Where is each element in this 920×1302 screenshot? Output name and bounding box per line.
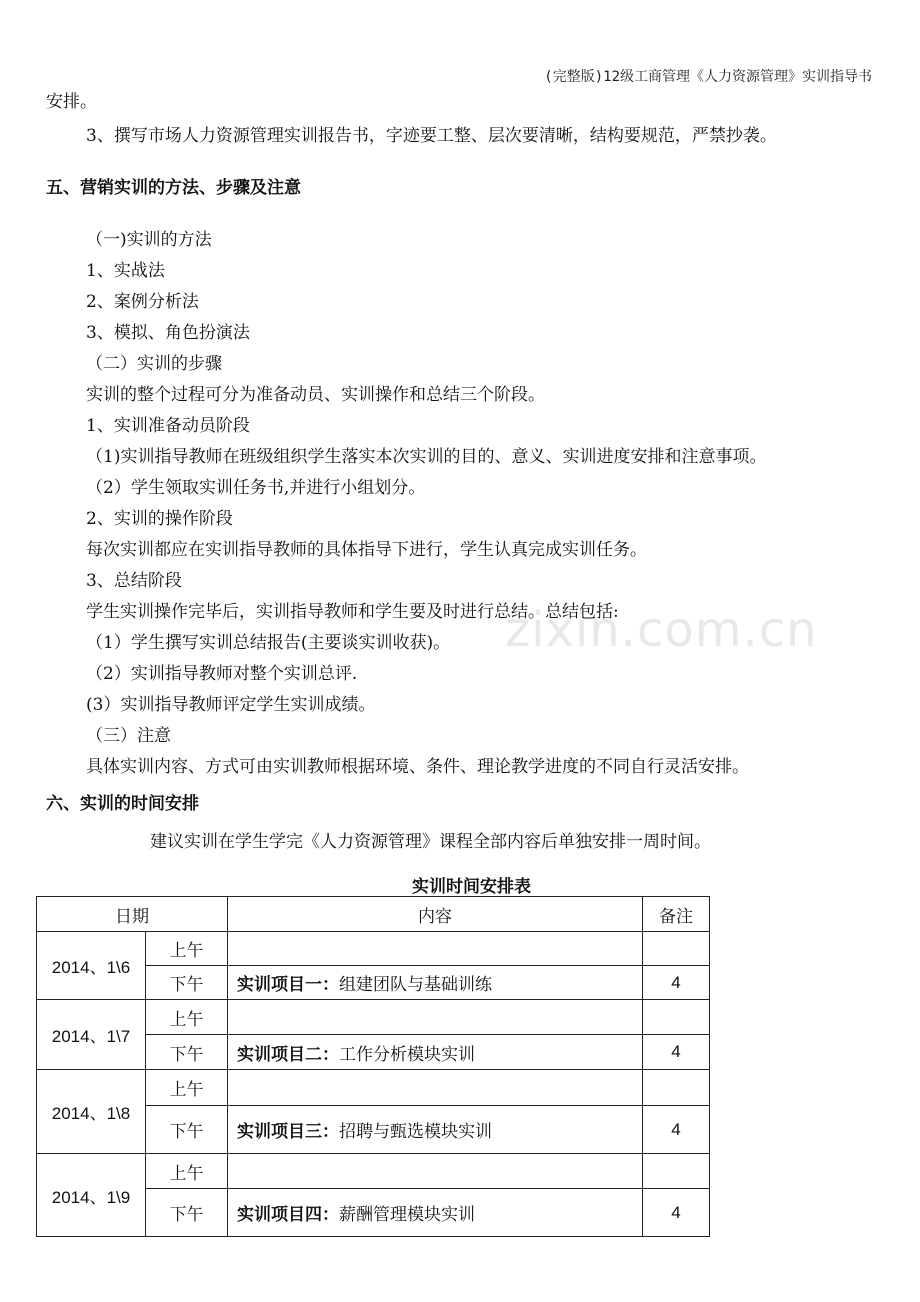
- note-cell: [643, 1000, 710, 1035]
- date-cell: 2014、1\6: [37, 932, 146, 1000]
- note-cell: [643, 1154, 710, 1189]
- period-cell: 上午: [146, 1000, 228, 1035]
- content-cell: [228, 1000, 643, 1035]
- text-line: 3、撰写市场人力资源管理实训报告书，字迹要工整、层次要清晰，结构要规范，严禁抄袭。: [86, 126, 777, 146]
- project-name: 组建团队与基础训练: [339, 975, 492, 995]
- step-item: （1)实训指导教师在班级组织学生落实本次实训的目的、意义、实训进度安排和注意事项。: [86, 447, 767, 467]
- step-heading: 3、总结阶段: [86, 571, 182, 591]
- text-line: 具体实训内容、方式可由实训教师根据环境、条件、理论教学进度的不同自行灵活安排。: [86, 757, 749, 777]
- text-line: 学生实训操作完毕后，实训指导教师和学生要及时进行总结。总结包括:: [86, 602, 619, 622]
- text-line: 每次实训都应在实训指导教师的具体指导下进行，学生认真完成实训任务。: [86, 540, 647, 560]
- step-heading: 2、实训的操作阶段: [86, 509, 233, 529]
- project-name: 薪酬管理模块实训: [339, 1205, 475, 1225]
- section-heading-6: 六、实训的时间安排: [46, 794, 199, 814]
- text-line: 建议实训在学生学完《人力资源管理》课程全部内容后单独安排一周时间。: [150, 832, 711, 852]
- note-cell: 4: [643, 1035, 710, 1070]
- step-item: （1）学生撰写实训总结报告(主要谈实训收获)。: [86, 633, 451, 653]
- step-item: （2）学生领取实训任务书,并进行小组划分。: [86, 478, 426, 498]
- content-cell: [228, 1189, 643, 1237]
- content-cell: [228, 966, 643, 1000]
- period-cell: 下午: [146, 1035, 228, 1070]
- project-label: 实训项目一：: [237, 975, 339, 995]
- period-cell: 下午: [146, 1189, 228, 1237]
- header-content: 内容: [228, 897, 643, 932]
- date-cell: 2014、1\9: [37, 1154, 146, 1237]
- text-line: 实训的整个过程可分为准备动员、实训操作和总结三个阶段。: [86, 385, 545, 405]
- table-header-row: [37, 897, 710, 932]
- date-cell: 2014、1\8: [37, 1070, 146, 1154]
- date-cell: 2014、1\7: [37, 1000, 146, 1070]
- project-label: 实训项目四：: [237, 1205, 339, 1225]
- project-name: 招聘与甄选模块实训: [339, 1122, 492, 1142]
- content-cell: [228, 932, 643, 966]
- subsection-heading: （三）注意: [86, 726, 171, 746]
- method-item: 1、实战法: [86, 261, 165, 281]
- note-cell: 4: [643, 1106, 710, 1154]
- section-heading-5: 五、营销实训的方法、步骤及注意: [46, 178, 301, 198]
- table-row: [37, 1070, 710, 1106]
- content-cell: [228, 1035, 643, 1070]
- schedule-table: [36, 896, 710, 1237]
- text-line: 安排。: [46, 92, 97, 112]
- table-title: 实训时间安排表: [412, 877, 531, 897]
- project-label: 实训项目三：: [237, 1122, 339, 1142]
- subsection-heading: （二）实训的步骤: [86, 354, 222, 374]
- content-cell: [228, 1106, 643, 1154]
- note-cell: 4: [643, 1189, 710, 1237]
- step-heading: 1、实训准备动员阶段: [86, 416, 250, 436]
- note-cell: 4: [643, 966, 710, 1000]
- content-cell: [228, 1154, 643, 1189]
- subsection-heading: （一)实训的方法: [86, 230, 212, 250]
- note-cell: [643, 932, 710, 966]
- header-date: 日期: [37, 897, 228, 932]
- period-cell: 上午: [146, 932, 228, 966]
- step-item: (3）实训指导教师评定学生实训成绩。: [86, 695, 376, 715]
- step-item: （2）实训指导教师对整个实训总评.: [86, 664, 358, 684]
- table-row: [37, 1000, 710, 1035]
- project-label: 实训项目二：: [237, 1044, 339, 1065]
- table-row: [37, 932, 710, 966]
- project-name: 工作分析模块实训: [339, 1044, 475, 1065]
- period-cell: 下午: [146, 1106, 228, 1154]
- header-note: 备注: [643, 897, 710, 932]
- content-cell: [228, 1070, 643, 1106]
- period-cell: 下午: [146, 966, 228, 1000]
- watermark: zixin.com.cn: [505, 602, 818, 658]
- note-cell: [643, 1070, 710, 1106]
- table-row: [37, 1154, 710, 1189]
- method-item: 2、案例分析法: [86, 292, 199, 312]
- method-item: 3、模拟、角色扮演法: [86, 323, 250, 343]
- period-cell: 上午: [146, 1154, 228, 1189]
- period-cell: 上午: [146, 1070, 228, 1106]
- page-header: (完整版)12级工商管理《人力资源管理》实训指导书: [544, 69, 872, 85]
